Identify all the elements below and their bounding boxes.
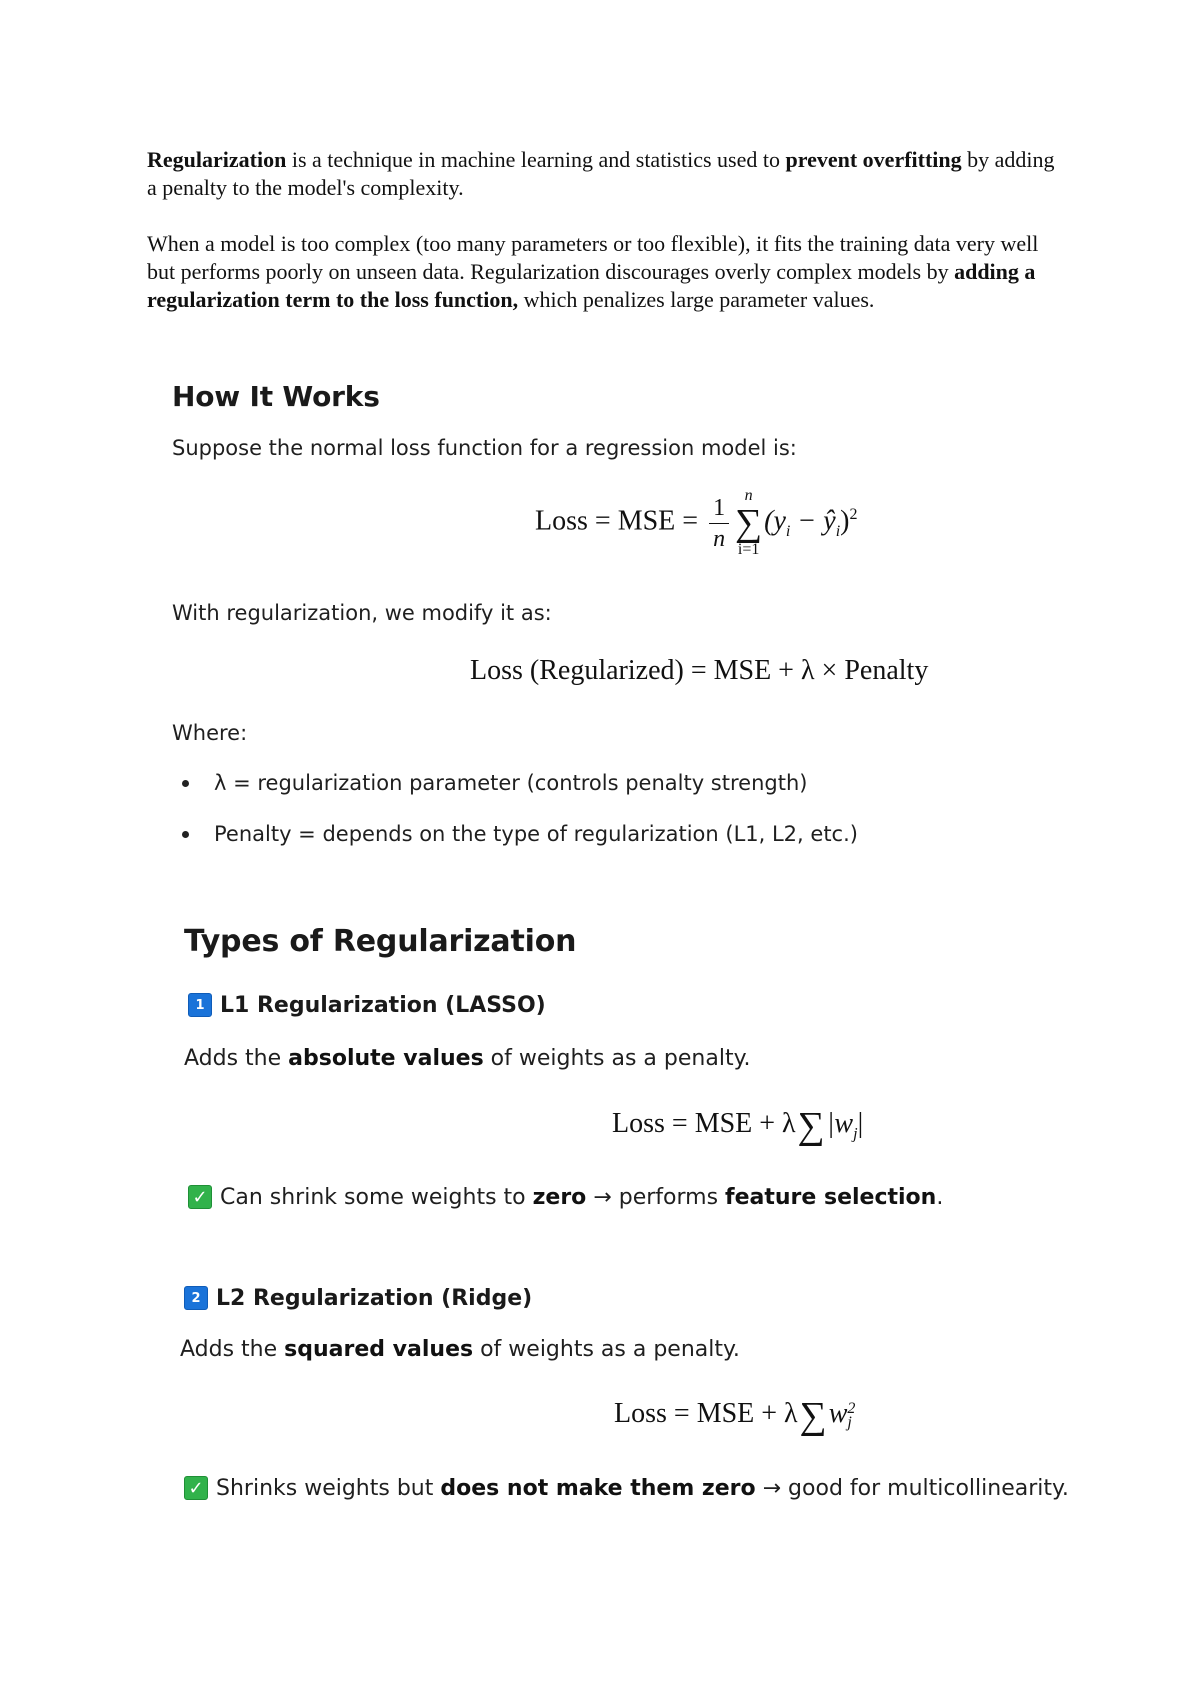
intro-text: When a model is too complex (too many parameters or too flexible), it fits the training data very well but performs poorly on unseen data. Regularization discourages overly complex models by <box>147 231 1039 284</box>
where-label: Where: <box>172 721 248 745</box>
intro-text: which penalizes large parameter values. <box>518 287 875 312</box>
eq-term: |w <box>826 1108 854 1139</box>
list-item <box>172 771 1072 822</box>
note-bold: does not make them zero <box>440 1475 756 1501</box>
note-text: → good for multicollinearity. <box>755 1475 1069 1501</box>
eq-subsup <box>847 1399 856 1431</box>
eq-sub: i <box>785 523 791 541</box>
where-list <box>172 771 1072 873</box>
check-icon: ✓ <box>184 1476 208 1500</box>
bullet-text: Penalty = depends on the type of regularization (L1, L2, etc.) <box>214 822 858 846</box>
eq-sum <box>735 488 762 558</box>
eq-paren: ) <box>840 505 850 537</box>
l2-title: L2 Regularization (Ridge) <box>216 1285 533 1311</box>
eq-sub: j <box>853 1125 858 1143</box>
check-icon: ✓ <box>188 1185 212 1209</box>
list-item <box>172 822 1072 873</box>
bullet-text: λ = regularization parameter (controls penalty strength) <box>214 771 808 795</box>
eq-upper: n <box>744 487 753 504</box>
section-heading-how: How It Works <box>172 380 380 413</box>
intro-bold: prevent overfitting <box>785 147 962 172</box>
intro-bold: adding a regularization term to the loss function, <box>147 259 1036 312</box>
how-line-1: Suppose the normal loss function for a regression model is: <box>172 436 797 460</box>
bullet-icon <box>182 780 189 787</box>
eq-term: (y <box>764 505 786 537</box>
equation-mse <box>535 488 857 558</box>
desc-bold: absolute values <box>288 1046 484 1071</box>
eq-den: n <box>713 525 726 552</box>
number-two-icon: 2 <box>184 1286 208 1310</box>
desc-text: Adds the <box>180 1337 285 1362</box>
eq-lhs: Loss = MSE = <box>535 505 706 537</box>
eq-num: 1 <box>709 493 729 524</box>
eq-lhs: Loss = MSE + λ <box>614 1398 798 1429</box>
note-bold: feature selection <box>725 1184 937 1210</box>
bullet-icon <box>182 831 189 838</box>
desc-text: Adds the <box>184 1046 289 1071</box>
equation-regularized: Loss (Regularized) = MSE + λ × Penalty <box>470 655 929 686</box>
eq-sup: 2 <box>847 1399 856 1417</box>
l1-note <box>188 1184 943 1210</box>
how-line-2: With regularization, we modify it as: <box>172 601 552 625</box>
sigma-icon: ∑ <box>797 1105 825 1147</box>
note-text: Shrinks weights but <box>216 1475 441 1501</box>
desc-text: of weights as a penalty. <box>473 1337 740 1362</box>
eq-fraction <box>709 493 729 554</box>
l2-heading <box>184 1285 532 1311</box>
eq-term: w <box>828 1398 848 1429</box>
equation-l2 <box>614 1394 855 1438</box>
note-text: Can shrink some weights to <box>220 1184 533 1210</box>
number-one-icon: 1 <box>188 993 212 1017</box>
intro-term: Regularization <box>147 147 287 172</box>
intro-paragraph-1 <box>147 146 1067 202</box>
l1-description <box>184 1046 750 1071</box>
l1-title: L1 Regularization (LASSO) <box>220 992 546 1018</box>
eq-sub: j <box>847 1413 852 1431</box>
eq-term: − ŷ <box>790 505 836 537</box>
l1-heading <box>188 992 546 1018</box>
l2-note <box>184 1475 1069 1501</box>
intro-text: by adding a penalty to the model's complexity. <box>147 147 1055 200</box>
desc-bold: squared values <box>284 1337 474 1362</box>
l2-description <box>180 1337 740 1362</box>
note-text: → performs <box>586 1184 726 1210</box>
eq-lhs: Loss = MSE + λ <box>612 1108 796 1139</box>
intro-paragraph-2 <box>147 230 1067 314</box>
eq-pow: 2 <box>849 506 858 524</box>
eq-sub: i <box>835 523 841 541</box>
section-heading-types: Types of Regularization <box>184 924 577 959</box>
note-bold: zero <box>532 1184 587 1210</box>
eq-lower: i=1 <box>737 541 760 558</box>
intro-text: is a technique in machine learning and statistics used to <box>286 147 786 172</box>
sigma-icon: ∑ <box>735 502 763 544</box>
eq-bar: | <box>857 1108 864 1139</box>
equation-l1 <box>612 1104 863 1148</box>
note-text: . <box>936 1184 944 1210</box>
sigma-icon: ∑ <box>799 1395 827 1437</box>
desc-text: of weights as a penalty. <box>483 1046 751 1071</box>
